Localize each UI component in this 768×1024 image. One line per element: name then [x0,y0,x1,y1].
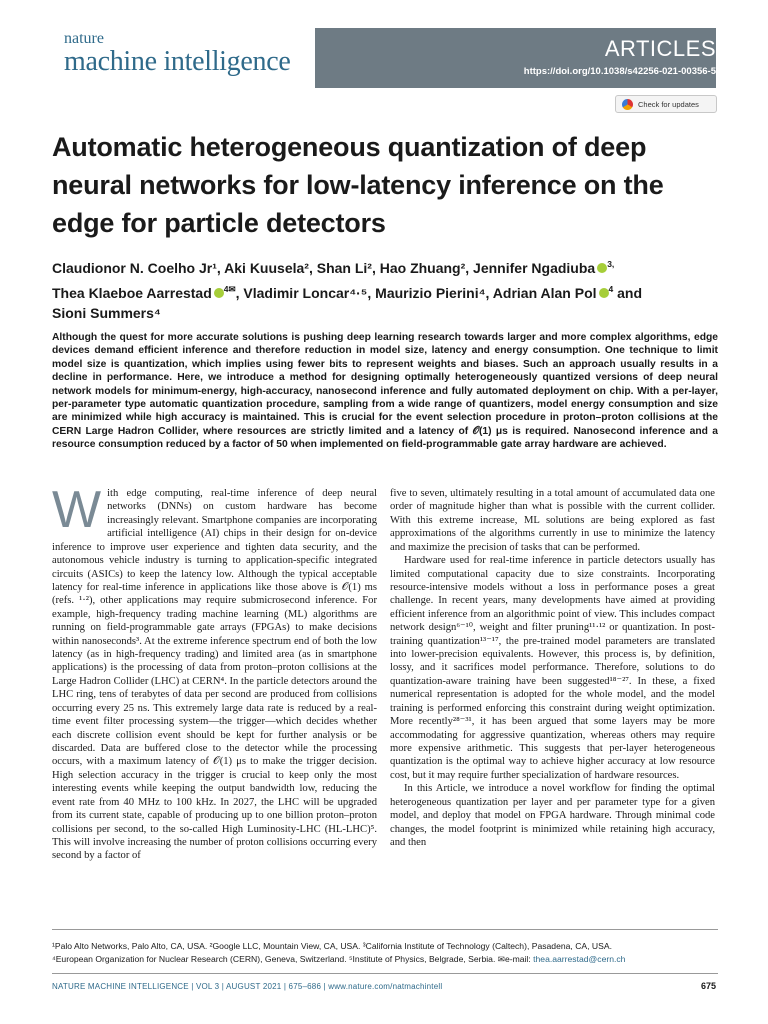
email-link[interactable]: thea.aarrestad@cern.ch [533,954,626,964]
paragraph: five to seven, ultimately resulting in a total amount of accumulated data one order of magnitude higher than what is possible with the current collider. With this extreme increase, ML solutions are being explored as fast approximations of the algorithms currently in use to minimize the latency and maximize the precision of tasks that can be performed. [390,488,715,553]
journal-brand: nature [64,30,104,47]
orcid-icon[interactable] [214,288,224,298]
check-updates-button[interactable] [615,95,717,113]
author-affil-sup: 4 [608,283,614,294]
paragraph: ith edge computing, real-time inference of deep neural networks (DNNs) on custom hardware has become increasingly relevant. Smartphone companies are incorporating artificial intelligence (AI) chips in their design for on-device inference to improve user experience and tighten data security, and the autonomous vehicle industry is turning to application-specific integrated circuits (ASICs) to keep the latency low. Although the typical acceptable latency for real-time inference in applications like those above is 𝒪(1) ms (refs. ¹·²), other applications may require submicrosecond inference. For example, high-frequency trading machine learning (ML) algorithms are running on field-programmable gate arrays (FPGAs) to make decisions within nanoseconds³. At the extreme inference spectrum end of both the low latency (as in high-frequency trading) and limited area (as in smartphone applications) is the processing of data from proton–proton collisions at the Large Hadron Collider (LHC) at CERN⁴. In the particle detectors around the LHC ring, tens of terabytes of data per second are produced from collisions occurring every 25 ns. This extremely large data rate is reduced by a real-time event filter processing system—the trigger—which decides whether each discrete collision event should be kept for further analysis or be discarded. Data are buffered close to the detector while the processing occurs, with a maximum latency of 𝒪(1) μs to make the trigger decision. High selection accuracy in the trigger is crucial to keep only the most interesting events while keeping the output bandwidth low, reducing the event rate from 40 MHz to 100 kHz. In 2027, the LHC will be upgraded from its current state, capable of producing up to one billion proton–proton collisions per second, to the so-called High Luminosity-LHC (HL-LHC)⁵. This will involve increasing the number of proton collisions occurring every second by a factor of [52,488,377,862]
body-column-left [52,481,377,863]
crossmark-icon [622,99,633,110]
affiliation-line-1: ¹Palo Alto Networks, Palo Alto, CA, USA. ²Google LLC, Mountain View, CA, USA. ³California Institute of Technology (Caltech), Pasadena, CA, USA. [52,941,612,951]
affiliation-line-2: ⁴European Organization for Nuclear Research (CERN), Geneva, Switzerland. ⁵Institute of Physics, Belgrade, Serbia. ✉e-mail: [52,954,534,964]
author-affil-sup: 4✉ [223,283,236,294]
footnote-divider [52,929,718,930]
running-footer: NATURE MACHINE INTELLIGENCE | VOL 3 | AUGUST 2021 | 675–686 | www.nature.com/natmachintell [52,982,443,991]
author-and: and [613,284,643,301]
orcid-icon[interactable] [599,288,609,298]
doi-link[interactable]: https://doi.org/10.1038/s42256-021-00356-5 [523,66,716,77]
author-line-1: Claudionor N. Coelho Jr¹, Aki Kuusela², Shan Li², Hao Zhuang², Jennifer Ngadiuba [52,260,596,276]
author-line-2: , Vladimir Loncar⁴·⁵, Maurizio Pierini⁴, Adrian Alan Pol [235,284,597,301]
check-updates-label: Check for updates [638,99,699,109]
article-title: Automatic heterogeneous quantization of deep neural networks for low-latency inference on the edge for particle detectors [52,132,664,238]
drop-cap: W [52,481,102,539]
abstract: Although the quest for more accurate solutions is pushing deep learning research towards larger and more complex algorithms, edge devices demand efficient inference and therefore reduction in model size, latency and energy consumption. One technique to limit model size is quantization, which implies using fewer bits to represent weights and biases. Such an approach usually results in a decline in performance. Here, we introduce a method for designing optimally heterogeneously quantized versions of deep neural network models for minimum-energy, high-accuracy, nanosecond inference and fully automated deployment on chip. With a per-layer, per-parameter type automatic quantization procedure, sampling from a wide range of quantizers, model energy consumption and size are minimized while high accuracy is maintained. This is crucial for the event selection procedure in proton–proton collisions at the CERN Large Hadron Collider, where resources are strictly limited and a latency of 𝒪(1) μs is required. Nanosecond inference and a resource consumption reduced by a factor of 50 when implemented on field-programmable gate array hardware are achieved. [52,332,718,451]
affiliations-footnote [52,940,718,966]
author-list [52,254,722,324]
journal-name: machine intelligence [64,46,291,77]
author-line-3: Sioni Summers⁴ [52,305,161,321]
author-corresponding: Thea Klaeboe Aarrestad [52,284,212,301]
footer-divider [52,973,718,974]
body-column-right [390,487,715,849]
journal-header [0,0,768,88]
paragraph: Hardware used for real-time inference in particle detectors usually has limited computational capacity due to size constraints. Incorporating resource-intensive models without a loss in performance poses a great challenge. In recent years, many developments have aimed at providing efficient inference from an algorithmic point of view. This includes compact network design⁶⁻¹⁰, weight and filter pruning¹¹·¹² or quantization. In post-training quantization¹³⁻¹⁷, the pre-trained model parameters are translated into lower-precision equivalents. However, this process is, by definition, lossy, and it sacrifices model performance. Therefore, solutions to do quantization-aware training have been suggested¹⁸⁻²⁷. In these, a fixed numerical representation is adopted for the whole model, and the model training is performed enforcing this constraint during weight optimization. More recently²⁸⁻³¹, it has been argued that some layers may be more accommodating for aggressive quantization, whereas others may require more expensive arithmetic. This suggests that per-layer heterogeneous quantization is the optimal way to achieve higher accuracy at low resource cost, but it may require further specialization of hardware resources. [390,555,715,781]
author-affil-sup: 3, [607,259,615,269]
section-label: ARTICLES [604,36,716,61]
page-number: 675 [700,981,716,991]
orcid-icon[interactable] [597,263,607,273]
paragraph: In this Article, we introduce a novel workflow for finding the optimal heterogeneous quantization per layer and per parameter type for a given model, and deploy that model on FPGA hardware. Through minimal code changes, the model footprint is minimized while retaining high accuracy, and then [390,783,715,848]
